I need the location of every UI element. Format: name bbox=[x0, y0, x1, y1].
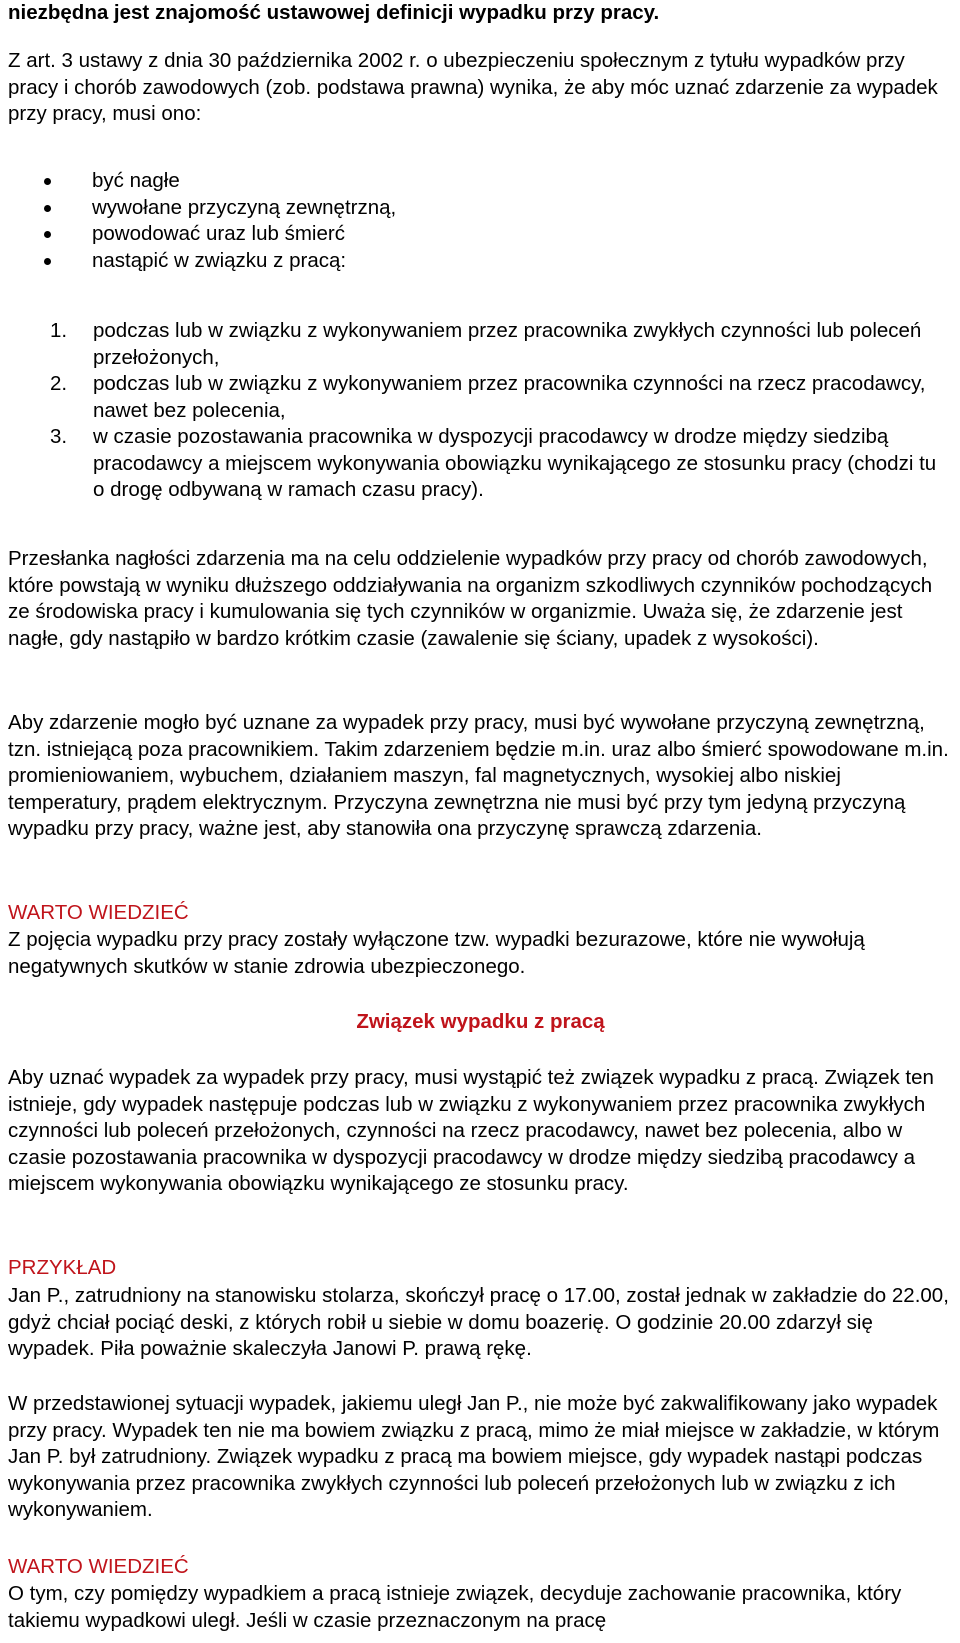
example-label: PRZYKŁAD bbox=[8, 1256, 117, 1279]
bullet-dot-icon bbox=[44, 231, 51, 238]
bullet-item-text: nastąpić w związku z pracą: bbox=[92, 248, 347, 272]
numbered-item bbox=[8, 371, 953, 424]
bullet-item-text: powodować uraz lub śmierć bbox=[92, 222, 345, 245]
bullet-item bbox=[8, 195, 953, 222]
numbered-item-text: w czasie pozostawania pracownika w dyspozycji pracodawcy w drodze między siedzibą pracodawcy a miejscem wykonywania obowiązku wynikającego ze stosunku pracy (chodzi tu o drogę odbywaną w ramach czasu pracy). bbox=[93, 425, 937, 501]
bullet-item bbox=[8, 221, 953, 248]
situation-paragraph: W przedstawionej sytuacji wypadek, jakiemu uległ Jan P., nie może być zakwalifikowany jako wypadek przy pracy. Wypadek ten nie ma bowiem związku z pracą, mimo że miał miejsce w zakładzie, w którym Jan P. był zatrudniony. Związek wypadku z pracą ma bowiem miejsce, gdy wypadek nastąpi podczas wykonywania przez pracownika zwykłych czynności lub poleceń przełożonych lub w związku z ich wykonywaniem. bbox=[8, 1392, 940, 1521]
bullet-item bbox=[8, 248, 953, 275]
requirements-bullet-list bbox=[8, 168, 953, 274]
numbered-item-text: podczas lub w związku z wykonywaniem przez pracownika czynności na rzecz pracodawcy, nawet bez polecenia, bbox=[93, 372, 926, 422]
numbered-item-number: 1. bbox=[50, 319, 68, 342]
numbered-item-text: podczas lub w związku z wykonywaniem przez pracownika zwykłych czynności lub poleceń przełożonych, bbox=[93, 319, 922, 369]
section-heading: Związek wypadku z pracą bbox=[356, 1010, 605, 1033]
external-cause-paragraph: Aby zdarzenie mogło być uznane za wypadek przy pracy, musi być wywołane przyczyną zewnętrzną, tzn. istniejącą poza pracownikiem. Takim zdarzeniem będzie m.in. uraz albo śmierć spowodowane m.in. promieniowaniem, wybuchem, działaniem maszyn, fal magnetycznych, wysokiej albo niskiej temperatury, prądem elektrycznym. Przyczyna zewnętrzna nie musi być przy tym jedyną przyczyną wypadku przy pracy, ważne jest, aby stanowiła ona przyczynę sprawczą zdarzenia. bbox=[8, 711, 949, 840]
numbered-item-number: 3. bbox=[50, 425, 68, 448]
good-to-know-label-2: WARTO WIEDZIEĆ bbox=[8, 1555, 189, 1578]
numbered-item bbox=[8, 424, 953, 504]
bullet-dot-icon bbox=[44, 178, 51, 185]
intro-paragraph: Z art. 3 ustawy z dnia 30 października 2002 r. o ubezpieczeniu społecznym z tytułu wypadków przy pracy i chorób zawodowych (zob. podstawa prawna) wynika, że aby móc uznać zdarzenie za wypadek przy pracy, musi ono: bbox=[8, 49, 938, 125]
good-to-know-text: Z pojęcia wypadku przy pracy zostały wyłączone tzw. wypadki bezurazowe, które nie wywołują negatywnych skutków w stanie zdrowia ubezpieczonego. bbox=[8, 928, 865, 978]
good-to-know-text-2: O tym, czy pomiędzy wypadkiem a pracą istnieje związek, decyduje zachowanie pracownika, który takiemu wypadkowi uległ. Jeśli w czasie przeznaczonym na pracę bbox=[8, 1582, 902, 1632]
bullet-dot-icon bbox=[44, 258, 51, 265]
numbered-item bbox=[8, 318, 953, 371]
bullet-item-text: być nagłe bbox=[92, 169, 180, 192]
suddenness-paragraph: Przesłanka nagłości zdarzenia ma na celu oddzielenie wypadków przy pracy od chorób zawodowych, które powstają w wyniku dłuższego oddziaływania na organizm szkodliwych czynników pochodzących ze środowiska pracy i kumulowania się tych czynników w organizmie. Uważa się, że zdarzenie jest nagłe, gdy nastąpiło w bardzo krótkim czasie (zawalenie się ściany, upadek z wysokości). bbox=[8, 547, 933, 650]
numbered-item-number: 2. bbox=[50, 372, 68, 395]
good-to-know-label: WARTO WIEDZIEĆ bbox=[8, 901, 189, 924]
top-heading-line: niezbędna jest znajomość ustawowej definicji wypadku przy pracy. bbox=[8, 1, 660, 24]
example-text: Jan P., zatrudniony na stanowisku stolarza, skończył pracę o 17.00, został jednak w zakładzie do 22.00, gdyż chciał pociąć deski, z których robił u siebie w domu boazerię. O godzinie 20.00 zdarzył się wypadek. Piła poważnie skaleczyła Janowi P. prawą rękę. bbox=[8, 1284, 949, 1360]
bullet-dot-icon bbox=[44, 205, 51, 212]
work-relation-numbered-list bbox=[8, 318, 953, 504]
bullet-item-text: wywołane przyczyną zewnętrzną, bbox=[92, 195, 397, 219]
bullet-item bbox=[8, 168, 953, 195]
work-relation-paragraph: Aby uznać wypadek za wypadek przy pracy, musi wystąpić też związek wypadku z pracą. Związek ten istnieje, gdy wypadek następuje podczas lub w związku z wykonywaniem przez pracownika zwykłych czynności lub poleceń przełożonych, czynności na rzecz pracodawcy, nawet bez polecenia, albo w czasie pozostawania pracownika w dyspozycji pracodawcy w drodze między siedzibą pracodawcy a miejscem wykonywania obowiązku wynikającego ze stosunku pracy. bbox=[8, 1066, 934, 1195]
